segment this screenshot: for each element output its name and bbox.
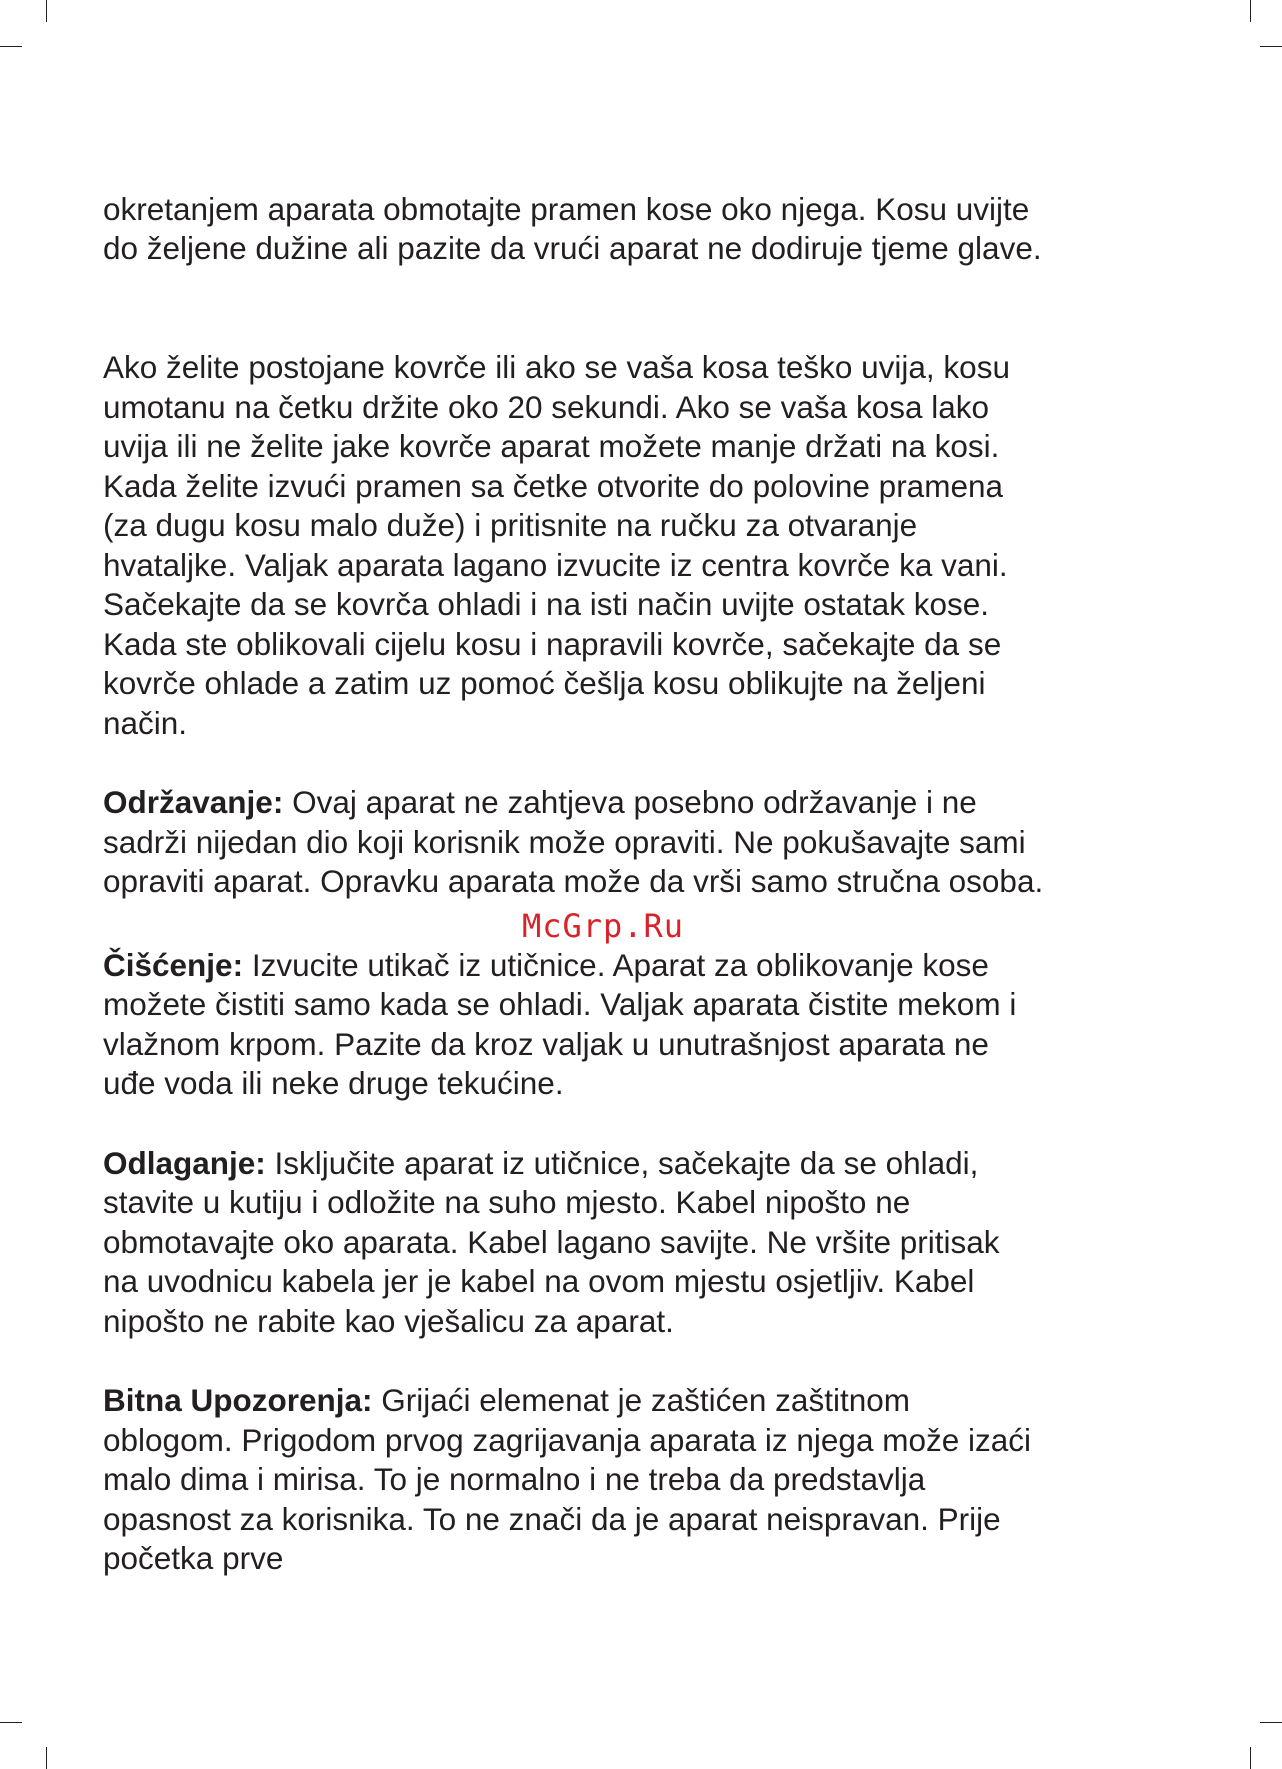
crop-mark [1250, 1747, 1251, 1769]
paragraph-cleaning [103, 946, 1203, 1104]
watermark: McGrp.Ru [521, 906, 685, 945]
paragraph-text: Grijaći elemenat je zaštićen zaštitnom oblogom. Prigodom prvog zagrijavanja aparata iz njega može izaći malo dima i mirisa. To je normalno i ne treba da predstavlja opasnost za korisnika. To ne znači da je aparat neispravan. Prije početka prve [103, 1382, 1032, 1576]
section-label: Čišćenje: [103, 946, 244, 983]
paragraph-curling-intro [103, 150, 1203, 269]
paragraph-text: Izvucite utikač iz utičnice. Aparat za oblikovanje kose možete čistiti samo kada se ohladi. Valjak aparata čistite mekom i vlažnom krpom. Pazite da kroz valjak u unutrašnjost aparata ne uđe voda ili neke druge tekućine. [103, 946, 1017, 1101]
paragraph-text: okretanjem aparata obmotajte pramen kose oko njega. Kosu uvijte do željene dužine ali pazite da vrući aparat ne dodiruje tjeme glave. [103, 190, 1042, 266]
crop-mark [46, 0, 47, 22]
crop-mark [46, 1747, 47, 1769]
crop-mark [0, 1722, 22, 1723]
section-label: Održavanje: [103, 784, 284, 820]
crop-mark [1250, 0, 1251, 22]
crop-mark [1260, 46, 1282, 47]
section-label: Odlaganje: [103, 1144, 266, 1181]
paragraph-maintenance [103, 783, 1203, 902]
paragraph-warnings [103, 1381, 1203, 1579]
paragraph-text: Ovaj aparat ne zahtjeva posebno održavanje i ne sadrži nijedan dio koji korisnik može opraviti. Ne pokušavajte sami opraviti aparat. Opravku aparata može da vrši samo stručna osoba. [103, 784, 1044, 899]
document-body [103, 150, 1203, 1619]
paragraph-curling-instructions [103, 309, 1203, 744]
crop-mark [1260, 1722, 1282, 1723]
paragraph-storage [103, 1144, 1203, 1342]
section-label: Bitna Upozorenja: [103, 1382, 373, 1418]
paragraph-text: Isključite aparat iz utičnice, sačekajte da se ohladi, stavite u kutiju i odložite na suho mjesto. Kabel nipošto ne obmotavajte oko aparata. Kabel lagano savijte. Ne vršite pritisak na uvodnicu kabela jer je kabel na ovom mjestu osjetljiv. Kabel nipošto ne rabite kao vješalicu za aparat. [103, 1144, 1000, 1339]
crop-mark [0, 46, 22, 47]
paragraph-text: Ako želite postojane kovrče ili ako se vaša kosa teško uvija, kosu umotanu na četku držite oko 20 sekundi. Ako se vaša kosa lako uvija ili ne želite jake kovrče aparat možete manje držati na kosi. Kada želite izvući pramen sa četke otvorite do polovine pramena (za dugu kosu malo duže) i pritisnite na ručku za otvaranje hvataljke. Valjak aparata lagano izvucite iz centra kovrče ka vani. Sačekajte da se kovrča ohladi i na isti način uvijte ostatak kose. Kada ste oblikovali cijelu kosu i napravili kovrče, sačekajte da se kovrče ohlade a zatim uz pomoć češlja kosu oblikujte na željeni način. [103, 349, 1010, 741]
